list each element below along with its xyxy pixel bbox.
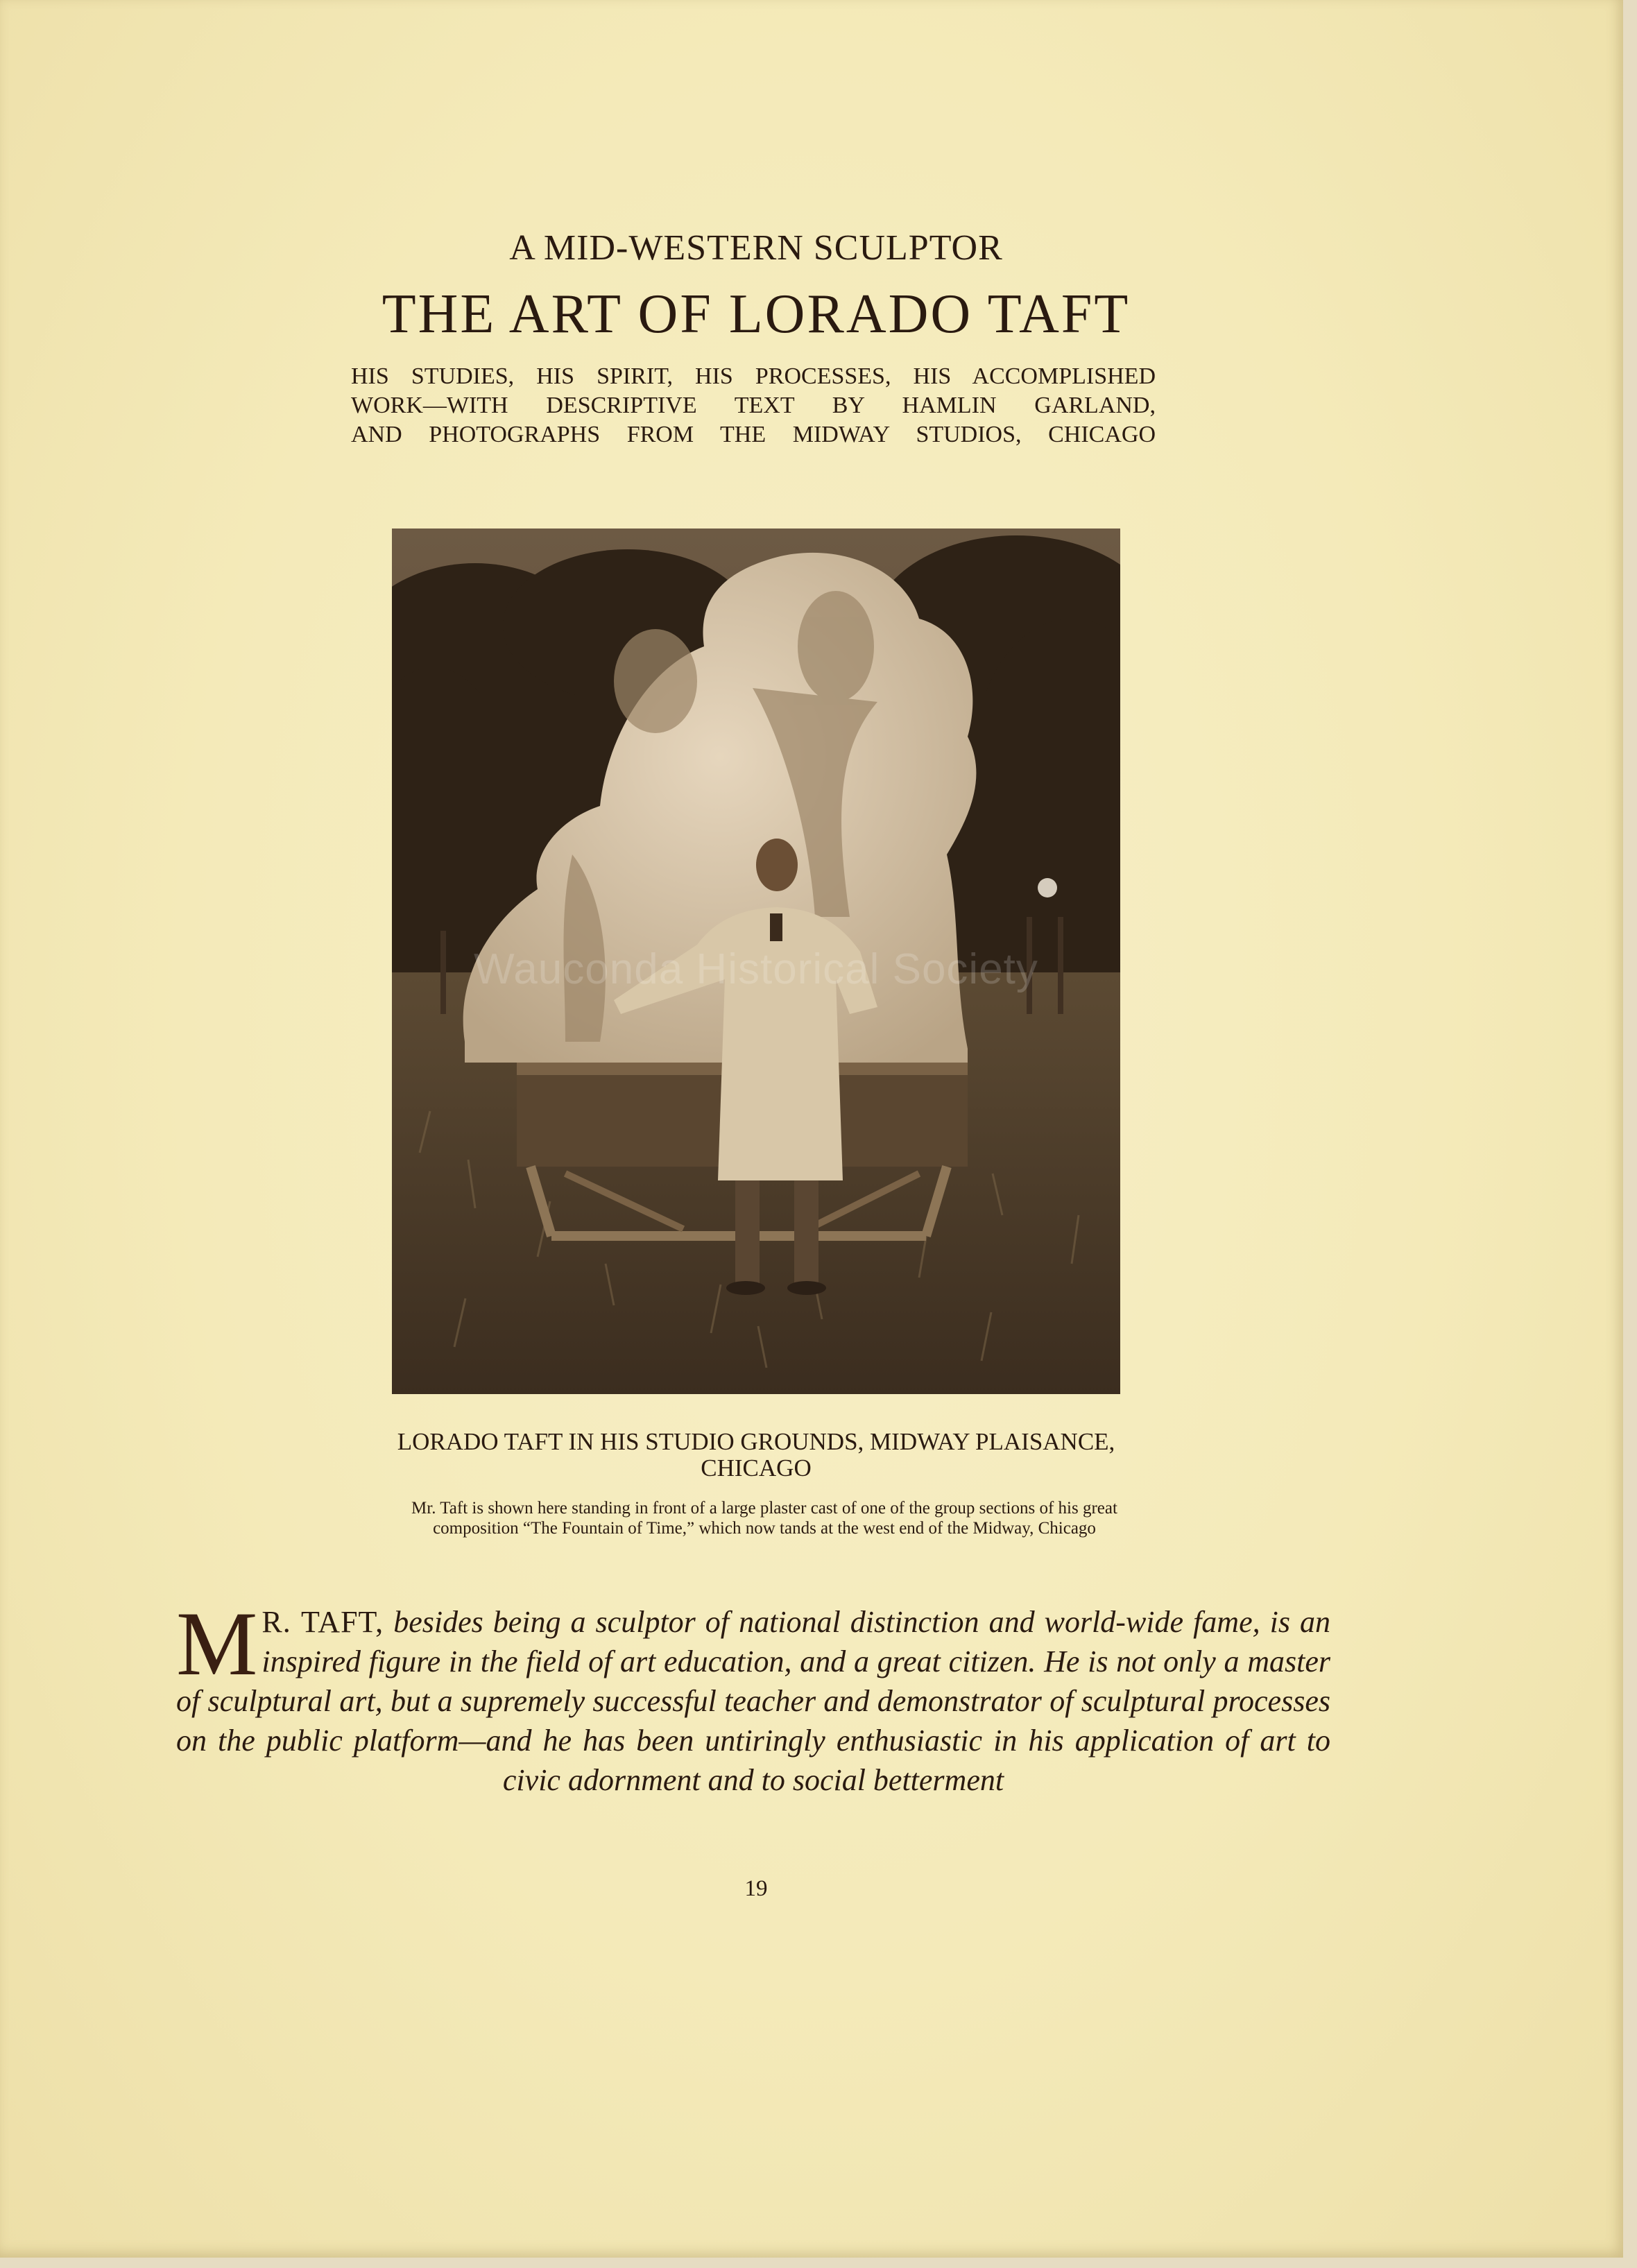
subtitle-line: HIS STUDIES, HIS SPIRIT, HIS PROCESSES, HIS ACCOMPLISHED — [351, 363, 1156, 389]
intro-paragraph — [176, 1592, 1330, 1800]
subtitle-line: AND PHOTOGRAPHS FROM THE MIDWAY STUDIOS, CHICAGO — [351, 422, 1156, 447]
intro-lead: R. TAFT, — [262, 1605, 384, 1639]
drop-cap: M — [176, 1592, 258, 1694]
photo-caption-heading: LORADO TAFT IN HIS STUDIO GROUNDS, MIDWAY PLAISANCE, CHICAGO — [397, 1428, 1115, 1481]
sculptor-photograph — [392, 529, 1120, 1394]
page-number: 19 — [744, 1876, 768, 1901]
subtitle-line: WORK—WITH DESCRIPTIVE TEXT BY HAMLIN GARLAND, — [351, 393, 1156, 418]
article-subtitle — [351, 362, 1156, 449]
photo-caption-body: Mr. Taft is shown here standing in front of a large plaster cast of one of the group sections of his great composition “The Fountain of Time,” which now tands at the west end of the Midway, Chicago — [411, 1499, 1117, 1538]
article-kicker: A MID-WESTERN SCULPTOR — [509, 228, 1003, 268]
watermark-text: Wauconda Historical Society — [474, 945, 1038, 993]
intro-text: besides being a sculptor of national distinction and world-wide fame, is an inspired figure in the field of art education, and a great citizen. He is not only a master of sculptural art, but a supremely successful teacher and demonstrator of sculptural processes on the public platform—and he has been untiringly enthusiastic in his application of art to civic adornment and to social betterment — [176, 1605, 1330, 1797]
article-title: THE ART OF LORADO TAFT — [382, 284, 1131, 345]
